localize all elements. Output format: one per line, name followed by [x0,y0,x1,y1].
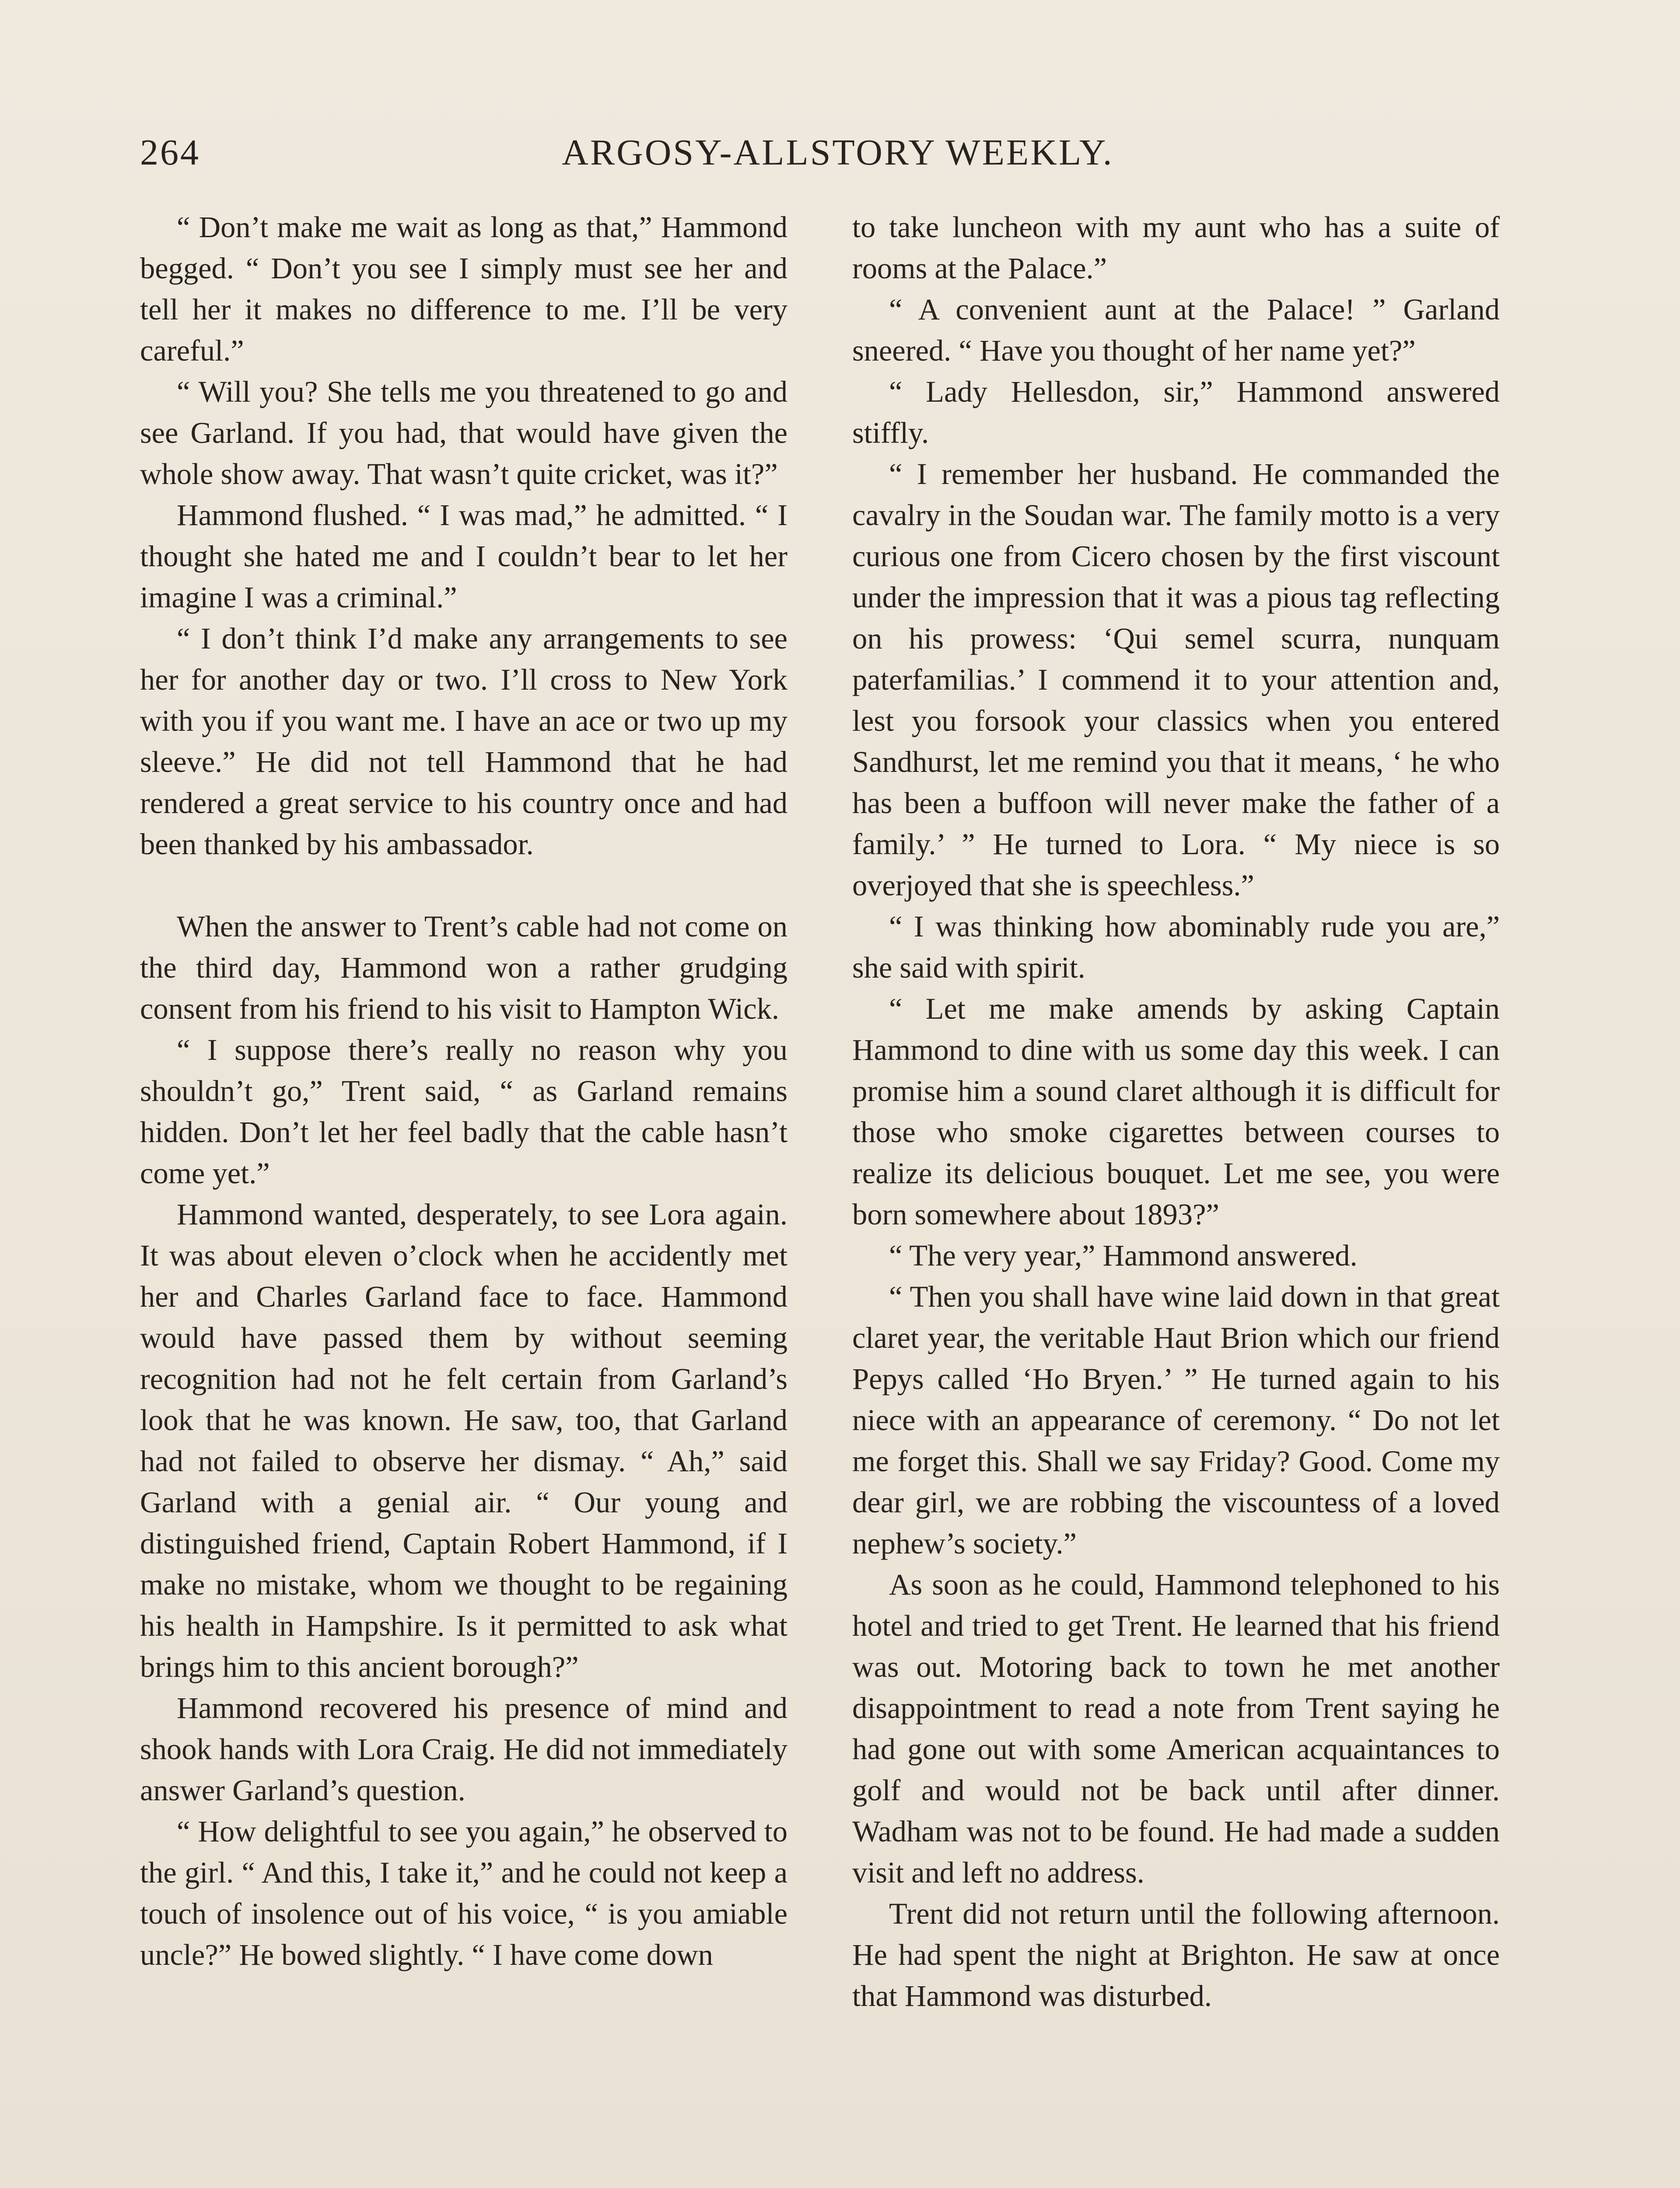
right-column [852,207,1500,2016]
paragraph: to take luncheon with my aunt who has a suite of rooms at the Palace.” [852,210,1500,285]
running-title: ARGOSY-ALLSTORY WEEKLY. [562,132,1114,173]
page-header [140,131,1536,179]
paragraph: As soon as he could, Hammond telephoned to his hotel and tried to get Trent. He learned that his friend was out. Motoring back to town he met another disappointment to read a note from Trent saying he had gone out with some American acquaintances to golf and would not be back until after dinner. Wadham was not to be found. He had made a sudden visit and left no address. [852,1568,1500,1889]
paragraph: When the answer to Trent’s cable had not come on the third day, Hammond won a rather grudging consent from his friend to his visit to Hampton Wick. [140,910,788,1025]
paragraph: “ Lady Hellesdon, sir,” Hammond answered stiffly. [852,375,1500,449]
page-number: 264 [140,132,200,173]
paragraph: Hammond flushed. “ I was mad,” he admitted. “ I thought she hated me and I couldn’t bear to let her imagine I was a criminal.” [140,498,788,614]
paragraph: “ Let me make amends by asking Captain Hammond to dine with us some day this week. I can promise him a sound claret although it is difficult for those who smoke cigarettes between courses to realize its delicious bouquet. Let me see, you were born somewhere about 1893?” [852,992,1500,1231]
paragraph: “ Don’t make me wait as long as that,” Hammond begged. “ Don’t you see I simply must see her and tell her it makes no difference to me. I’ll be very careful.” [140,210,788,367]
paragraph: “ Will you? She tells me you threatened to go and see Garland. If you had, that would have given the whole show away. That wasn’t quite cricket, was it?” [140,375,788,491]
left-column [140,207,788,1975]
paragraph: “ I suppose there’s really no reason why you shouldn’t go,” Trent said, “ as Garland remains hidden. Don’t let her feel badly that the cable hasn’t come yet.” [140,1033,788,1190]
paragraph: Trent did not return until the following afternoon. He had spent the night at Brighton. He saw at once that Hammond was disturbed. [852,1897,1500,2013]
paragraph: “ I don’t think I’d make any arrangements to see her for another day or two. I’ll cross to New York with you if you want me. I have an ace or two up my sleeve.” He did not tell Hammond that he had rendered a great service to his country once and had been thanked by his ambassador. [140,622,788,861]
paragraph: “ A convenient aunt at the Palace! ” Garland sneered. “ Have you thought of her name yet?” [852,293,1500,367]
paragraph: Hammond wanted, desperately, to see Lora again. It was about eleven o’clock when he accidently met her and Charles Garland face to face. Hammond would have passed them by without seeming recognition had not he felt certain from Garland’s look that he was known. He saw, too, that Garland had not failed to observe her dismay. “ Ah,” said Garland with a genial air. “ Our young and distinguished friend, Captain Robert Hammond, if I make no mistake, whom we thought to be regaining his health in Hampshire. Is it permitted to ask what brings him to this ancient borough?” [140,1198,788,1683]
paragraph: “ Then you shall have wine laid down in that great claret year, the veritable Haut Brion which our friend Pepys called ‘Ho Bryen.’ ” He turned again to his niece with an appearance of ceremony. “ Do not let me forget this. Shall we say Friday? Good. Come my dear girl, we are robbing the viscountess of a loved nephew’s society.” [852,1280,1500,1560]
paragraph: “ How delightful to see you again,” he observed to the girl. “ And this, I take it,” and he could not keep a touch of insolence out of his voice, “ is you amiable uncle?” He bowed slightly. “ I have come down [140,1815,788,1971]
paragraph: “ I remember her husband. He commanded the cavalry in the Soudan war. The family motto is a very curious one from Cicero chosen by the first viscount under the impression that it was a pious tag reflecting on his prowess: ‘Qui semel scurra, nunquam paterfamilias.’ I commend it to your attention and, lest you forsook your classics when you entered Sandhurst, let me remind you that it means, ‘ he who has been a buffoon will never make the father of a family.’ ” He turned to Lora. “ My niece is so overjoyed that she is speechless.” [852,457,1500,902]
paragraph: Hammond recovered his presence of mind and shook hands with Lora Craig. He did not immediately answer Garland’s question. [140,1691,788,1807]
paragraph: “ The very year,” Hammond answered. [889,1239,1358,1272]
paragraph: “ I was thinking how abominably rude you are,” she said with spirit. [852,910,1500,984]
